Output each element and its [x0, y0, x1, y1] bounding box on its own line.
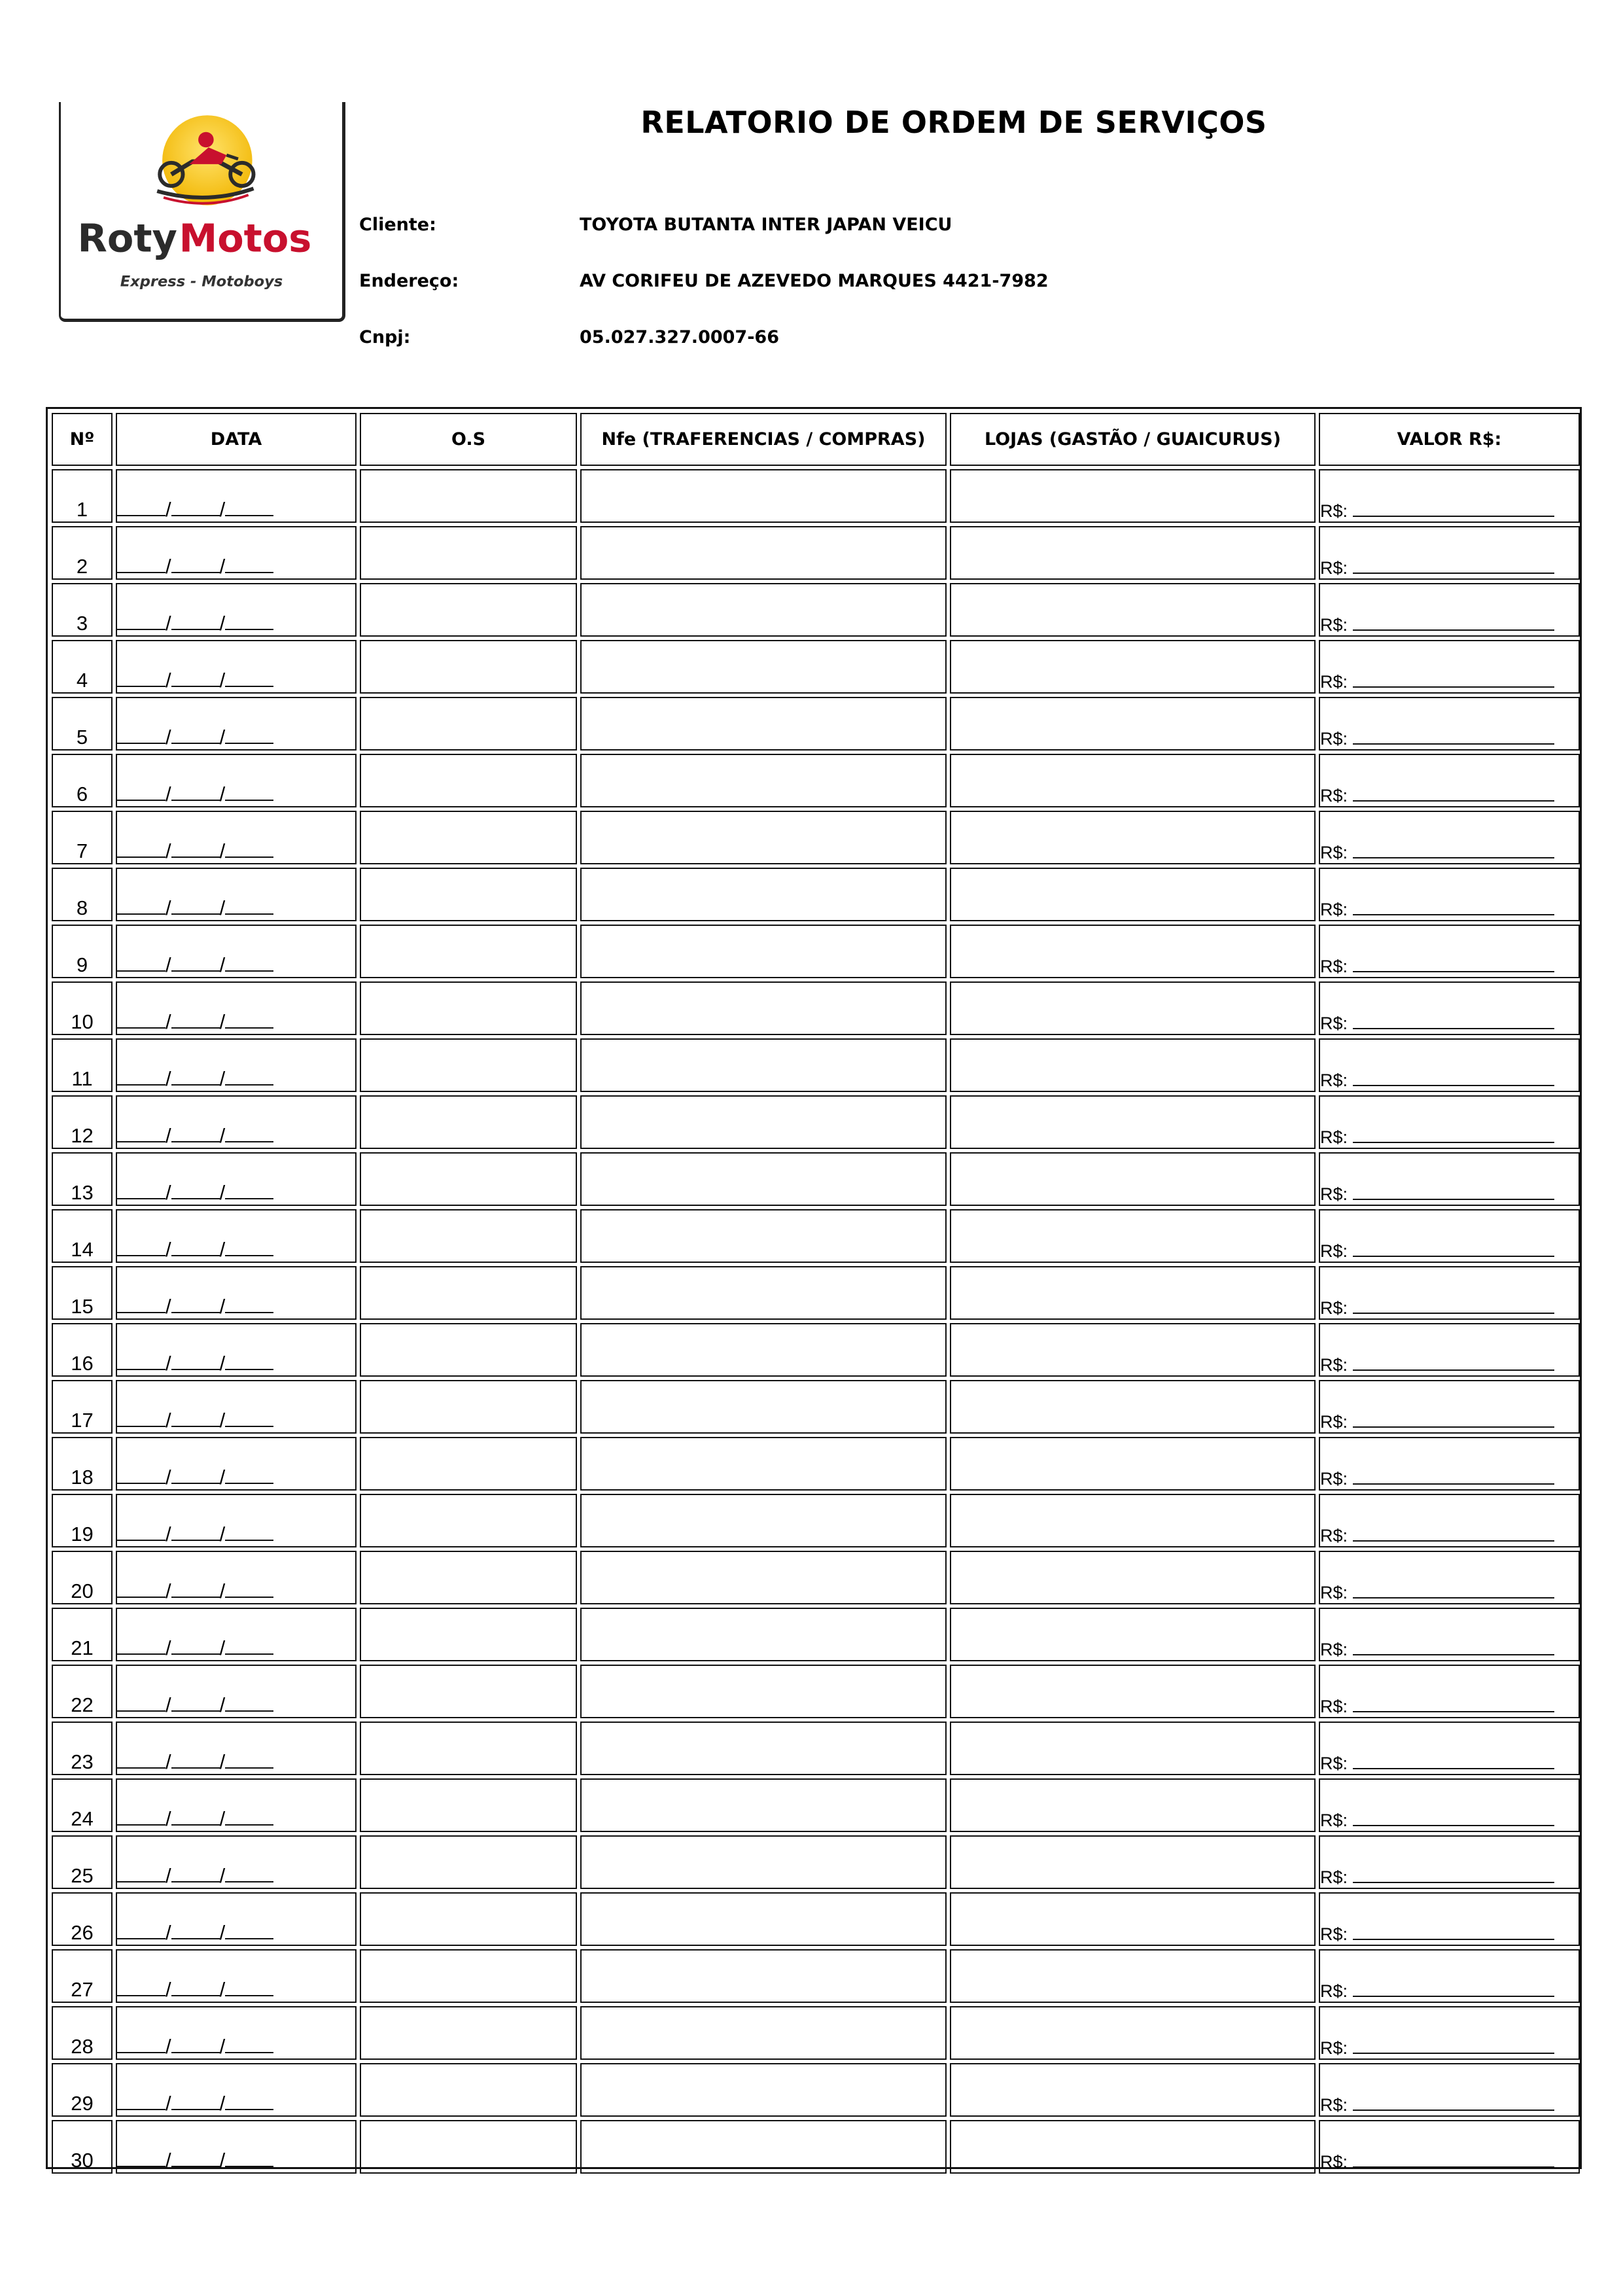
table-row	[52, 1437, 1580, 1491]
lojas-field[interactable]	[950, 1551, 1316, 1604]
lojas-field[interactable]	[950, 1665, 1316, 1718]
col-header-valor: VALOR R$:	[1319, 413, 1580, 466]
os-field[interactable]	[360, 1949, 577, 2003]
lojas-field[interactable]	[950, 1835, 1316, 1889]
valor-field[interactable]	[1319, 868, 1580, 921]
valor-field[interactable]	[1319, 1722, 1580, 1775]
lojas-field[interactable]	[950, 1778, 1316, 1832]
valor-prefix: R$:	[1320, 1526, 1348, 1545]
valor-prefix: R$:	[1320, 843, 1348, 862]
row-number: 17	[52, 1380, 113, 1434]
table-row	[52, 526, 1580, 580]
date-field[interactable]: / /	[116, 1209, 357, 1263]
table-row	[52, 1722, 1580, 1775]
lojas-field[interactable]	[950, 1095, 1316, 1149]
row-number: 15	[52, 1266, 113, 1320]
date-field[interactable]: / /	[116, 2120, 357, 2174]
lojas-field[interactable]	[950, 1038, 1316, 1092]
date-field[interactable]: / /	[116, 1494, 357, 1547]
os-field[interactable]	[360, 1152, 577, 1206]
nfe-field[interactable]	[580, 1551, 947, 1604]
date-field[interactable]: / /	[116, 1551, 357, 1604]
row-number: 11	[52, 1038, 113, 1092]
table-row	[52, 1095, 1580, 1149]
table-row	[52, 640, 1580, 694]
valor-field[interactable]	[1319, 640, 1580, 694]
valor-prefix: R$:	[1320, 558, 1348, 578]
valor-prefix: R$:	[1320, 1640, 1348, 1659]
valor-prefix: R$:	[1320, 1412, 1348, 1432]
lojas-field[interactable]	[950, 1437, 1316, 1491]
row-number: 7	[52, 811, 113, 864]
valor-prefix: R$:	[1320, 1583, 1348, 1602]
lojas-field[interactable]	[950, 868, 1316, 921]
os-field[interactable]	[360, 1380, 577, 1434]
lojas-field[interactable]	[950, 697, 1316, 751]
nfe-field[interactable]	[580, 1380, 947, 1434]
os-field[interactable]	[360, 754, 577, 807]
valor-prefix: R$:	[1320, 1070, 1348, 1090]
date-field[interactable]: / /	[116, 1949, 357, 2003]
date-field[interactable]: / /	[116, 1778, 357, 1832]
table-row	[52, 2120, 1580, 2174]
lojas-field[interactable]	[950, 526, 1316, 580]
valor-prefix: R$:	[1320, 957, 1348, 976]
lojas-field[interactable]	[950, 754, 1316, 807]
table-row	[52, 469, 1580, 523]
date-field[interactable]: / /	[116, 697, 357, 751]
table-row	[52, 1380, 1580, 1434]
os-field[interactable]	[360, 1038, 577, 1092]
table-row	[52, 1778, 1580, 1832]
valor-field[interactable]	[1319, 1835, 1580, 1889]
table-row	[52, 1949, 1580, 2003]
table-row	[52, 1494, 1580, 1547]
row-number: 29	[52, 2063, 113, 2117]
valor-field[interactable]	[1319, 1608, 1580, 1661]
lojas-field[interactable]	[950, 583, 1316, 637]
valor-prefix: R$:	[1320, 1355, 1348, 1375]
row-number: 3	[52, 583, 113, 637]
row-number: 14	[52, 1209, 113, 1263]
valor-field[interactable]	[1319, 1380, 1580, 1434]
lojas-field[interactable]	[950, 1608, 1316, 1661]
nfe-field[interactable]	[580, 1835, 947, 1889]
row-number: 8	[52, 868, 113, 921]
nfe-field[interactable]	[580, 868, 947, 921]
lojas-field[interactable]	[950, 640, 1316, 694]
os-field[interactable]	[360, 1209, 577, 1263]
nfe-field[interactable]	[580, 981, 947, 1035]
os-field[interactable]	[360, 811, 577, 864]
valor-prefix: R$:	[1320, 501, 1348, 521]
valor-prefix: R$:	[1320, 1014, 1348, 1033]
table-row	[52, 1038, 1580, 1092]
row-number: 2	[52, 526, 113, 580]
valor-prefix: R$:	[1320, 1754, 1348, 1773]
logo-brand-part1: Roty	[77, 215, 177, 261]
cnpj-value: 05.027.327.0007-66	[580, 327, 779, 347]
row-number: 4	[52, 640, 113, 694]
row-number: 1	[52, 469, 113, 523]
table-row	[52, 2063, 1580, 2117]
valor-prefix: R$:	[1320, 1867, 1348, 1887]
valor-prefix: R$:	[1320, 1469, 1348, 1489]
valor-field[interactable]	[1319, 1266, 1580, 1320]
page-title: RELATORIO DE ORDEM DE SERVIÇOS	[640, 105, 1267, 140]
valor-prefix: R$:	[1320, 2152, 1348, 2172]
row-number: 10	[52, 981, 113, 1035]
valor-prefix: R$:	[1320, 672, 1348, 692]
os-field[interactable]	[360, 1494, 577, 1547]
date-field[interactable]: / /	[116, 754, 357, 807]
table-row	[52, 1152, 1580, 1206]
service-orders-table	[48, 410, 1583, 2177]
os-field[interactable]	[360, 2063, 577, 2117]
lojas-field[interactable]	[950, 2006, 1316, 2060]
os-field[interactable]	[360, 1665, 577, 1718]
valor-field[interactable]	[1319, 469, 1580, 523]
endereco-label: Endereço:	[359, 271, 459, 291]
valor-field[interactable]	[1319, 1209, 1580, 1263]
valor-prefix: R$:	[1320, 2095, 1348, 2115]
nfe-field[interactable]	[580, 2006, 947, 2060]
nfe-field[interactable]	[580, 1949, 947, 2003]
os-field[interactable]	[360, 1722, 577, 1775]
nfe-field[interactable]	[580, 1266, 947, 1320]
valor-field[interactable]	[1319, 1892, 1580, 1946]
valor-field[interactable]	[1319, 1551, 1580, 1604]
valor-field[interactable]	[1319, 1665, 1580, 1718]
valor-prefix: R$:	[1320, 1127, 1348, 1147]
date-field[interactable]: / /	[116, 640, 357, 694]
valor-field[interactable]	[1319, 583, 1580, 637]
date-field[interactable]: / /	[116, 2006, 357, 2060]
nfe-field[interactable]	[580, 469, 947, 523]
os-field[interactable]	[360, 526, 577, 580]
date-field[interactable]: / /	[116, 469, 357, 523]
nfe-field[interactable]	[580, 1778, 947, 1832]
lojas-field[interactable]	[950, 1892, 1316, 1946]
date-field[interactable]: / /	[116, 1380, 357, 1434]
valor-field[interactable]	[1319, 2120, 1580, 2174]
row-number: 22	[52, 1665, 113, 1718]
nfe-field[interactable]	[580, 1437, 947, 1491]
row-number: 26	[52, 1892, 113, 1946]
lojas-field[interactable]	[950, 1209, 1316, 1263]
date-field[interactable]: / /	[116, 1892, 357, 1946]
col-header-lojas: LOJAS (GASTÃO / GUAICURUS)	[950, 413, 1316, 466]
os-field[interactable]	[360, 697, 577, 751]
logo-brand-part2: Motos	[179, 215, 312, 261]
valor-field[interactable]	[1319, 1494, 1580, 1547]
date-field[interactable]: / /	[116, 1038, 357, 1092]
nfe-field[interactable]	[580, 640, 947, 694]
valor-prefix: R$:	[1320, 1697, 1348, 1716]
row-number: 23	[52, 1722, 113, 1775]
nfe-field[interactable]	[580, 526, 947, 580]
nfe-field[interactable]	[580, 811, 947, 864]
logo-tagline: Express - Motoboys	[120, 273, 283, 291]
lojas-field[interactable]	[950, 925, 1316, 978]
cliente-label: Cliente:	[359, 215, 436, 235]
lojas-field[interactable]	[950, 1494, 1316, 1547]
valor-prefix: R$:	[1320, 615, 1348, 635]
table-header-row	[52, 413, 1580, 466]
lojas-field[interactable]	[950, 2120, 1316, 2174]
nfe-field[interactable]	[580, 1892, 947, 1946]
valor-prefix: R$:	[1320, 729, 1348, 749]
date-field[interactable]: / /	[116, 2063, 357, 2117]
date-field[interactable]: / /	[116, 1152, 357, 1206]
os-field[interactable]	[360, 583, 577, 637]
lojas-field[interactable]	[950, 1722, 1316, 1775]
valor-field[interactable]	[1319, 697, 1580, 751]
table-row	[52, 1608, 1580, 1661]
nfe-field[interactable]	[580, 1494, 947, 1547]
date-field[interactable]: / /	[116, 526, 357, 580]
os-field[interactable]	[360, 1835, 577, 1889]
cnpj-label: Cnpj:	[359, 327, 411, 347]
nfe-field[interactable]	[580, 2063, 947, 2117]
nfe-field[interactable]	[580, 754, 947, 807]
lojas-field[interactable]	[950, 2063, 1316, 2117]
os-field[interactable]	[360, 2006, 577, 2060]
nfe-field[interactable]	[580, 583, 947, 637]
valor-field[interactable]	[1319, 1778, 1580, 1832]
nfe-field[interactable]	[580, 1095, 947, 1149]
nfe-field[interactable]	[580, 1209, 947, 1263]
table-row	[52, 754, 1580, 807]
os-field[interactable]	[360, 640, 577, 694]
nfe-field[interactable]	[580, 1608, 947, 1661]
date-field[interactable]: / /	[116, 1665, 357, 1718]
os-field[interactable]	[360, 1608, 577, 1661]
os-field[interactable]	[360, 1437, 577, 1491]
row-number: 27	[52, 1949, 113, 2003]
table-row	[52, 1551, 1580, 1604]
nfe-field[interactable]	[580, 1038, 947, 1092]
nfe-field[interactable]	[580, 1722, 947, 1775]
lojas-field[interactable]	[950, 1152, 1316, 1206]
valor-prefix: R$:	[1320, 786, 1348, 805]
valor-field[interactable]	[1319, 2006, 1580, 2060]
valor-field[interactable]	[1319, 1437, 1580, 1491]
endereco-value: AV CORIFEU DE AZEVEDO MARQUES 4421-7982	[580, 271, 1049, 291]
date-field[interactable]: / /	[116, 981, 357, 1035]
row-number: 30	[52, 2120, 113, 2174]
valor-field[interactable]	[1319, 526, 1580, 580]
lojas-field[interactable]	[950, 1266, 1316, 1320]
valor-prefix: R$:	[1320, 1241, 1348, 1261]
row-number: 5	[52, 697, 113, 751]
valor-prefix: R$:	[1320, 2038, 1348, 2058]
col-header-data: DATA	[116, 413, 357, 466]
valor-field[interactable]	[1319, 981, 1580, 1035]
nfe-field[interactable]	[580, 1323, 947, 1377]
row-number: 19	[52, 1494, 113, 1547]
table-row	[52, 1266, 1580, 1320]
nfe-field[interactable]	[580, 2120, 947, 2174]
os-field[interactable]	[360, 925, 577, 978]
row-number: 6	[52, 754, 113, 807]
os-field[interactable]	[360, 1323, 577, 1377]
valor-field[interactable]	[1319, 1152, 1580, 1206]
row-number: 25	[52, 1835, 113, 1889]
table-row	[52, 811, 1580, 864]
nfe-field[interactable]	[580, 1152, 947, 1206]
valor-field[interactable]	[1319, 811, 1580, 864]
cliente-value: TOYOTA BUTANTA INTER JAPAN VEICU	[580, 215, 952, 235]
row-number: 24	[52, 1778, 113, 1832]
table-row	[52, 1892, 1580, 1946]
valor-prefix: R$:	[1320, 900, 1348, 919]
row-number: 21	[52, 1608, 113, 1661]
valor-prefix: R$:	[1320, 1184, 1348, 1204]
table-row	[52, 1835, 1580, 1889]
row-number: 20	[52, 1551, 113, 1604]
valor-field[interactable]	[1319, 925, 1580, 978]
lojas-field[interactable]	[950, 1323, 1316, 1377]
valor-field[interactable]	[1319, 1949, 1580, 2003]
valor-field[interactable]	[1319, 1095, 1580, 1149]
col-header-nfe: Nfe (TRAFERENCIAS / COMPRAS)	[580, 413, 947, 466]
date-field[interactable]: / /	[116, 1722, 357, 1775]
date-field[interactable]: / /	[116, 1095, 357, 1149]
date-field[interactable]: / /	[116, 811, 357, 864]
os-field[interactable]	[360, 868, 577, 921]
col-header-num: Nº	[52, 413, 113, 466]
lojas-field[interactable]	[950, 1380, 1316, 1434]
lojas-field[interactable]	[950, 981, 1316, 1035]
date-field[interactable]: / /	[116, 1323, 357, 1377]
table-row	[52, 868, 1580, 921]
valor-field[interactable]	[1319, 1038, 1580, 1092]
table-row	[52, 1323, 1580, 1377]
valor-prefix: R$:	[1320, 1924, 1348, 1944]
table-row	[52, 925, 1580, 978]
valor-prefix: R$:	[1320, 1981, 1348, 2001]
date-field[interactable]: / /	[116, 925, 357, 978]
nfe-field[interactable]	[580, 697, 947, 751]
os-field[interactable]	[360, 2120, 577, 2174]
valor-field[interactable]	[1319, 2063, 1580, 2117]
os-field[interactable]	[360, 1778, 577, 1832]
row-number: 18	[52, 1437, 113, 1491]
row-number: 12	[52, 1095, 113, 1149]
os-field[interactable]	[360, 981, 577, 1035]
os-field[interactable]	[360, 1892, 577, 1946]
lojas-field[interactable]	[950, 811, 1316, 864]
valor-prefix: R$:	[1320, 1298, 1348, 1318]
row-number: 9	[52, 925, 113, 978]
date-field[interactable]: / /	[116, 1437, 357, 1491]
date-field[interactable]: / /	[116, 868, 357, 921]
table-row	[52, 1209, 1580, 1263]
valor-field[interactable]	[1319, 1323, 1580, 1377]
os-field[interactable]	[360, 1551, 577, 1604]
date-field[interactable]: / /	[116, 1835, 357, 1889]
date-field[interactable]: / /	[116, 1608, 357, 1661]
date-field[interactable]: / /	[116, 1266, 357, 1320]
os-field[interactable]	[360, 1266, 577, 1320]
table-row	[52, 697, 1580, 751]
table-row	[52, 1665, 1580, 1718]
nfe-field[interactable]	[580, 1665, 947, 1718]
row-number: 16	[52, 1323, 113, 1377]
valor-prefix: R$:	[1320, 1810, 1348, 1830]
date-field[interactable]: / /	[116, 583, 357, 637]
row-number: 13	[52, 1152, 113, 1206]
os-field[interactable]	[360, 469, 577, 523]
os-field[interactable]	[360, 1095, 577, 1149]
valor-field[interactable]	[1319, 754, 1580, 807]
table-row	[52, 981, 1580, 1035]
table-row	[52, 2006, 1580, 2060]
table-row	[52, 583, 1580, 637]
row-number: 28	[52, 2006, 113, 2060]
nfe-field[interactable]	[580, 925, 947, 978]
lojas-field[interactable]	[950, 469, 1316, 523]
lojas-field[interactable]	[950, 1949, 1316, 2003]
col-header-os: O.S	[360, 413, 577, 466]
